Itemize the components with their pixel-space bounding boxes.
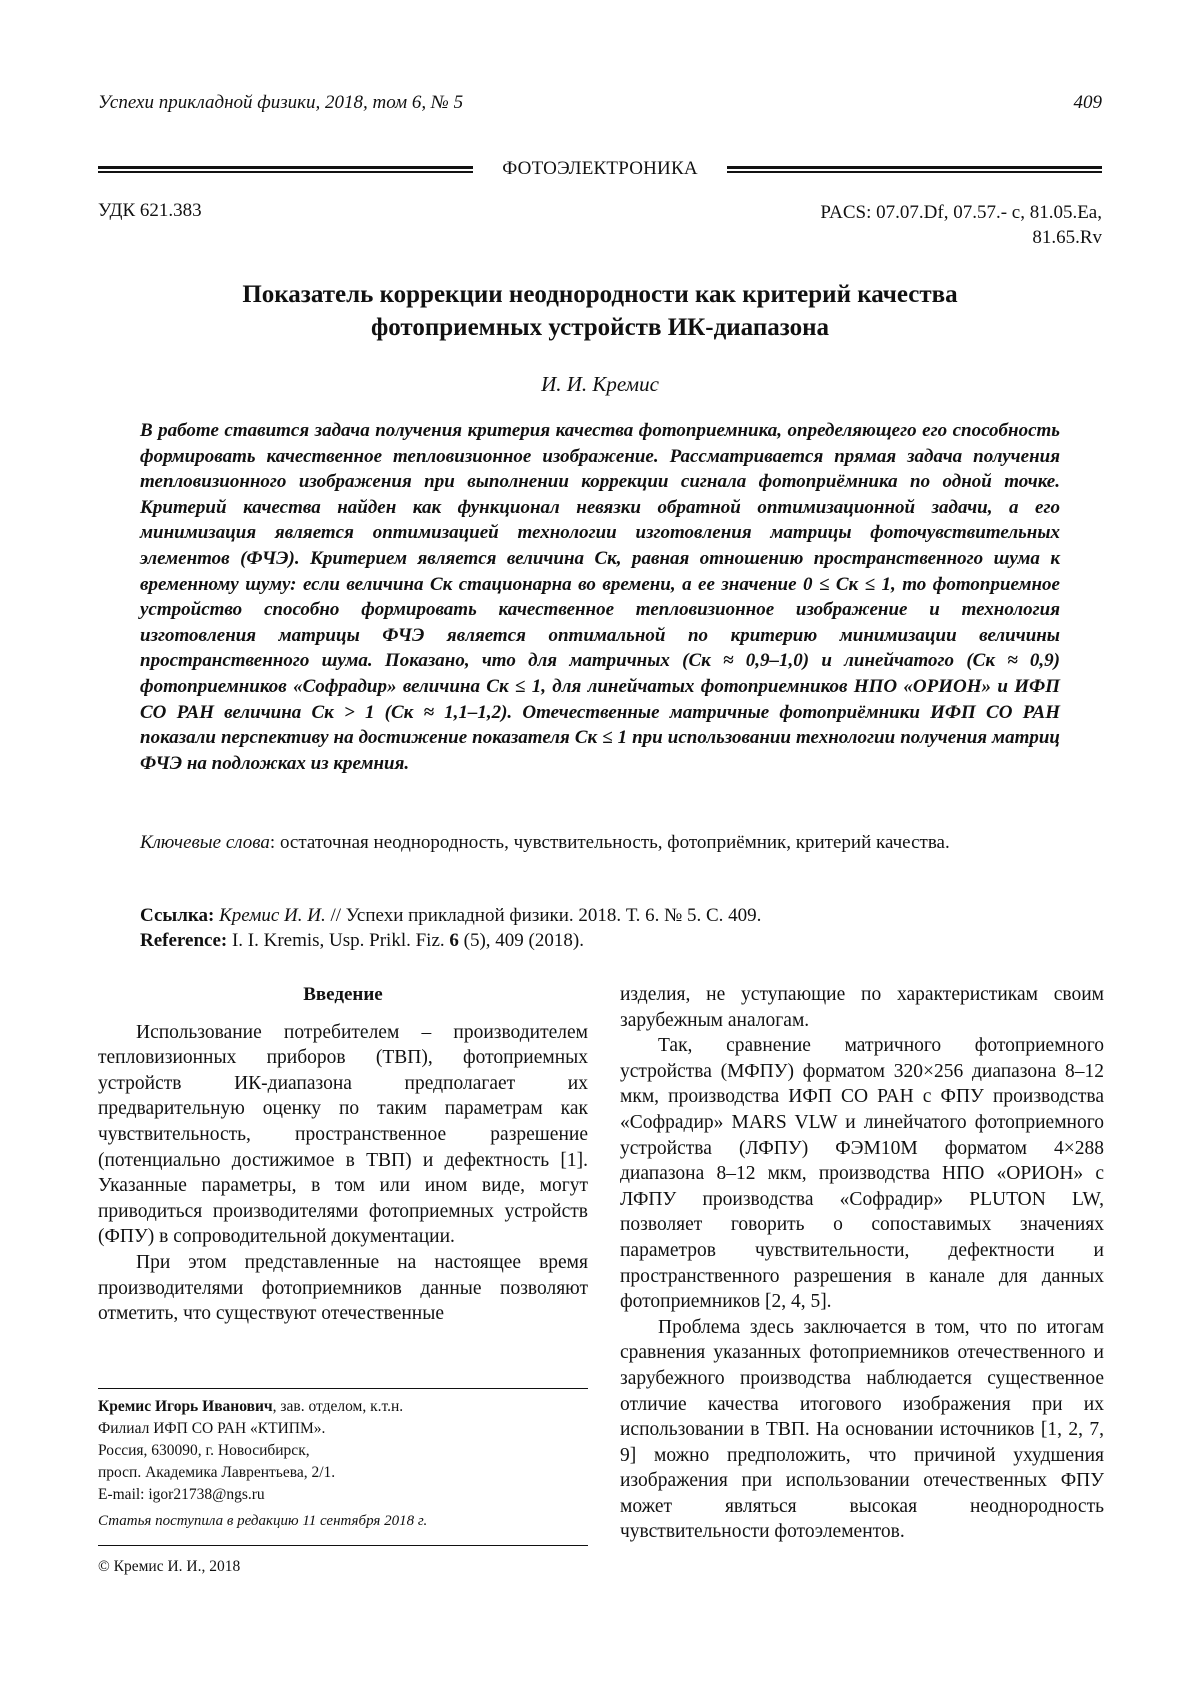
citation-ru [140,903,1060,928]
author-position: , зав. отделом, к.т.н. [272,1398,404,1415]
section-label: ФОТОЭЛЕКТРОНИКА [502,158,698,179]
page-number: 409 [1073,92,1102,113]
author-line: И. И. Кремис [541,372,659,396]
abstract: В работе ставится задача получения критерия качества фотоприемника, определяющего его способность формировать качественное тепловизионное изображение. Рассматривается прямая задача получения тепловизионного изображения при выполнении коррекции сигнала фотоприёмника по одной точке. Критерий качества найден как функционал невязки обратной оптимизационной задачи, а его минимизация является оптимизацией технологии изготовления матрицы фоточувствительных элементов (ФЧЭ). Критерием является величина Cк, равная отношению пространственного шума к временному шуму: если величина Cк стационарна во времени, а ее значение 0 ≤ Cк ≤ 1, то фотоприемное устройство способно формировать качественное тепловизионное изображение и технология изготовления матрицы ФЧЭ является оптимальной по критерию минимизации величины пространственного шума. Показано, что для матричных (Cк ≈ 0,9–1,0) и линейчатого (Cк ≈ 0,9) фотоприемников «Софрадир» величина Cк ≤ 1, для линейчатых фотоприемников НПО «ОРИОН» и ИФП СО РАН величина Cк > 1 (Cк ≈ 1,1–1,2). Отечественные матричные фотоприёмники ИФП СО РАН показали перспективу на достижение показателя Cк ≤ 1 при использовании технологии получения матриц ФЧЭ на подложках из кремния. [140,420,1060,774]
author-full-name: Кремис Игорь Иванович [98,1398,273,1415]
udk-code: УДК 621.383 [98,200,202,221]
author-city: Россия, 630090, г. Новосибирск, [98,1442,310,1459]
right-paragraph-continued: изделия, не уступающие по характеристикам своим зарубежным аналогам. [620,984,1104,1031]
author-name-line [98,1396,588,1418]
pacs-line-2: 81.65.Rv [1032,227,1102,248]
paper-title [98,278,1102,344]
right-paragraph-3: Проблема здесь заключается в том, что по итогам сравнения указанных фотоприемников отечественного и зарубежного производства наблюдается существенное отличие качества итогового изображения при их использовании в ТВП. На основании источников [1, 2, 7, 9] можно предположить, что причиной ухудшения изображения при использовании отечественных ФПУ может являться высокая неоднородность чувствительности фотоэлементов. [620,1316,1104,1543]
journal-name: Успехи прикладной физики, 2018, том 6, № 5 [98,92,464,113]
citation-ru-label: Ссылка: [140,905,215,926]
citation-en-pre: I. I. Kremis, Usp. Prikl. Fiz. [227,930,450,951]
keywords-label: Ключевые слова [140,832,270,853]
citation-en-volume: 6 [449,930,459,951]
keywords-text: : остаточная неоднородность, чувствительность, фотоприёмник, критерий качества. [269,832,950,853]
title-line-1: Показатель коррекции неоднородности как критерий качества [242,281,958,308]
author-street: просп. Академика Лаврентьева, 2/1. [98,1464,336,1481]
citation-en [140,928,1060,953]
right-column [620,982,1104,1545]
section-band [98,158,1102,182]
intro-heading: Введение [303,984,383,1005]
received-date: Статья поступила в редакцию 11 сентября 2018 г. [98,1513,428,1529]
section-rule-right [727,166,1102,173]
right-paragraph-2: Так, сравнение матричного фотоприемного устройства (МФПУ) форматом 320×256 диапазона 8–12 мкм, производства ИФП СО РАН с ФПУ производства «Софрадир» MARS VLW и линейчатого фотоприемного устройства (ЛФПУ) ФЭМ10М форматом 4×288 диапазона 8–12 мкм, производства НПО «ОРИОН» с ЛФПУ производства «Софрадир» PLUTON LW, позволяет говорить о сопоставимых значениях параметров чувствительности, дефектности и пространственного разрешения в канале для данных фотоприемников [2, 4, 5]. [620,1035,1104,1313]
citation-en-post: (5), 409 (2018). [458,930,584,951]
copyright: © Кремис И. И., 2018 [98,1558,241,1575]
intro-paragraph-1: Использование потребителем – производителем тепловизионных приборов (ТВП), фотоприемных устройств ИК-диапазона предполагает их предварительную оценку по таким параметрам как чувствительность, пространственное разрешение (потенциально достижимое в ТВП) и дефектность [1]. Указанные параметры, в том или ином виде, могут приводиться производителями фотоприемных устройств (ФПУ) в сопроводительной документации. [98,1021,588,1248]
running-head [98,92,1102,118]
title-line-2: фотоприемных устройств ИК-диапазона [370,314,830,341]
citation-en-label: Reference: [140,930,228,951]
left-column [98,982,588,1327]
copyright-divider [98,1545,588,1546]
author-footnote [98,1396,588,1506]
footnote-divider [98,1388,588,1389]
pacs-line-1: PACS: 07.07.Df, 07.57.- c, 81.05.Ea, [820,202,1102,223]
citation-block [140,903,1060,953]
citation-ru-rest: // Успехи прикладной физики. 2018. Т. 6. № 5. С. 409. [325,905,762,926]
citation-ru-author: Кремис И. И. [219,905,326,926]
keywords [140,830,1060,856]
intro-paragraph-2: При этом представленные на настоящее время производителями фотоприемников данные позволяют отметить, что существуют отечественные [98,1251,588,1325]
author-organization: Филиал ИФП СО РАН «КТИПМ». [98,1420,326,1437]
pacs-codes [742,200,1102,250]
author-email: E-mail: igor21738@ngs.ru [98,1486,265,1503]
